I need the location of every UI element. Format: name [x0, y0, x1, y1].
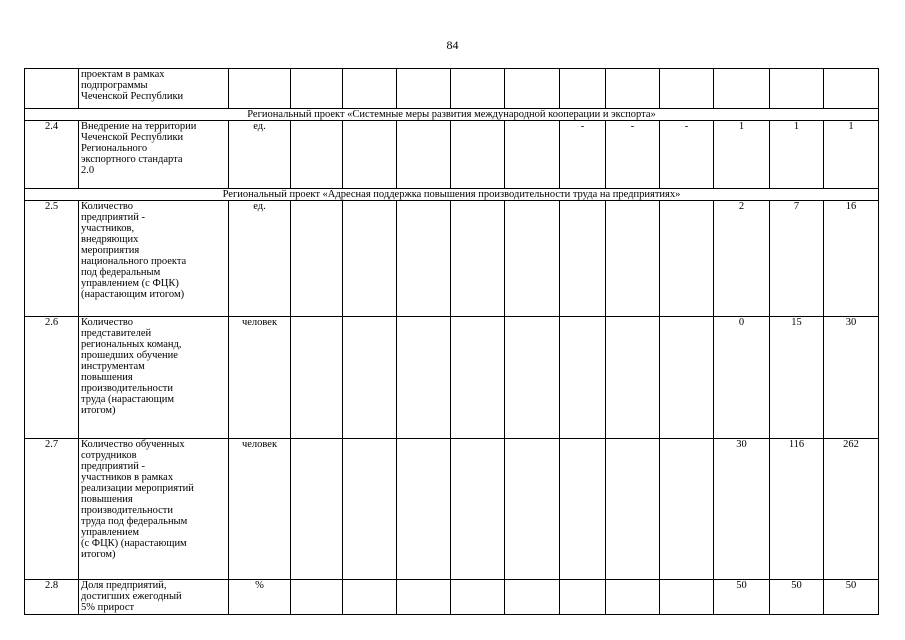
unit-cell: человек — [229, 317, 291, 439]
value-cell — [397, 121, 451, 189]
indicator-name-cell — [79, 69, 229, 109]
value-cell — [505, 69, 560, 109]
section-row — [25, 109, 879, 121]
indicator-name-line: сотрудников — [81, 450, 137, 461]
indicator-name-line: производительности — [81, 383, 173, 394]
value-cell: 262 — [824, 439, 879, 580]
indicator-name-line: 5% прирост — [81, 602, 135, 613]
value-cell — [560, 69, 606, 109]
value-cell: - — [560, 121, 606, 189]
indicator-name-line: реализации мероприятий — [81, 483, 194, 494]
value-cell — [505, 201, 560, 317]
indicator-name-cell — [79, 121, 229, 189]
value-cell — [606, 69, 660, 109]
indicator-name-line: предприятий - — [81, 461, 145, 472]
indicator-name-line: производительности — [81, 505, 173, 516]
value-cell — [291, 69, 343, 109]
section-title: Региональный проект «Адресная поддержка повышения производительности труда на предприятиях» — [25, 189, 879, 201]
indicator-name-line: итогом) — [81, 405, 116, 416]
value-cell — [291, 439, 343, 580]
row-number-cell: 2.5 — [25, 201, 79, 317]
indicator-name-line: Чеченской Республики — [81, 132, 184, 143]
value-cell: 2 — [714, 201, 770, 317]
row-number-cell: 2.7 — [25, 439, 79, 580]
value-cell — [397, 69, 451, 109]
value-cell: 1 — [770, 121, 824, 189]
indicator-name-line: инструментам — [81, 361, 145, 372]
value-cell — [606, 317, 660, 439]
indicator-name-line: (с ФЦК) (нарастающим — [81, 538, 187, 549]
indicator-name-line: мероприятия — [81, 245, 140, 256]
unit-cell: ед. — [229, 121, 291, 189]
value-cell — [451, 121, 505, 189]
value-cell — [660, 580, 714, 615]
value-cell — [291, 121, 343, 189]
indicator-name-line: труда (нарастающим — [81, 394, 174, 405]
indicator-name-line: участников, — [81, 223, 135, 234]
indicator-name-cell — [79, 201, 229, 317]
value-cell — [451, 201, 505, 317]
table-row — [25, 121, 879, 189]
section-row — [25, 189, 879, 201]
indicator-name-line: (нарастающим итогом) — [81, 289, 185, 300]
indicator-name-line: экспортного стандарта — [81, 154, 183, 165]
value-cell: 16 — [824, 201, 879, 317]
value-cell — [714, 69, 770, 109]
value-cell — [560, 201, 606, 317]
value-cell: 15 — [770, 317, 824, 439]
value-cell — [606, 201, 660, 317]
value-cell — [505, 439, 560, 580]
indicator-name-line: Доля предприятий, — [81, 580, 167, 591]
indicator-name-cell — [79, 439, 229, 580]
value-cell — [343, 201, 397, 317]
value-cell: 50 — [770, 580, 824, 615]
value-cell — [343, 580, 397, 615]
value-cell: 1 — [714, 121, 770, 189]
row-number-cell: 2.4 — [25, 121, 79, 189]
indicator-name-line: Количество обученных — [81, 439, 185, 450]
indicator-name-line: итогом) — [81, 549, 116, 560]
value-cell: 7 — [770, 201, 824, 317]
unit-cell: % — [229, 580, 291, 615]
indicator-name-line: управлением — [81, 527, 140, 538]
value-cell — [229, 69, 291, 109]
value-cell — [824, 69, 879, 109]
value-cell — [343, 317, 397, 439]
value-cell — [397, 580, 451, 615]
indicator-name-cell — [79, 317, 229, 439]
value-cell — [343, 439, 397, 580]
value-cell: 50 — [824, 580, 879, 615]
indicator-name-line: Регионального — [81, 143, 148, 154]
value-cell: 30 — [824, 317, 879, 439]
value-cell — [343, 69, 397, 109]
value-cell — [343, 121, 397, 189]
value-cell: 1 — [824, 121, 879, 189]
indicator-name-line: достигших ежегодный — [81, 591, 182, 602]
value-cell — [397, 201, 451, 317]
value-cell: 116 — [770, 439, 824, 580]
value-cell — [660, 201, 714, 317]
value-cell — [560, 439, 606, 580]
value-cell: 0 — [714, 317, 770, 439]
indicator-name-line: под федеральным — [81, 267, 161, 278]
indicator-name-line: национального проекта — [81, 256, 187, 267]
value-cell — [606, 580, 660, 615]
value-cell — [397, 439, 451, 580]
table-row — [25, 580, 879, 615]
value-cell — [560, 580, 606, 615]
indicator-name-line: труда под федеральным — [81, 516, 188, 527]
value-cell — [291, 317, 343, 439]
table-body — [25, 69, 879, 615]
indicator-name-line: Чеченской Республики — [81, 91, 184, 102]
value-cell: - — [606, 121, 660, 189]
indicator-name-cell — [79, 580, 229, 615]
value-cell: - — [660, 121, 714, 189]
value-cell — [660, 317, 714, 439]
value-cell — [660, 69, 714, 109]
indicator-name-line: представителей — [81, 328, 152, 339]
indicators-table — [24, 68, 879, 615]
table-row — [25, 201, 879, 317]
indicator-name-line: участников в рамках — [81, 472, 174, 483]
indicator-name-line: предприятий - — [81, 212, 145, 223]
indicator-name-line: региональных команд, — [81, 339, 182, 350]
unit-cell: человек — [229, 439, 291, 580]
value-cell — [451, 317, 505, 439]
indicator-name-line: прошедших обучение — [81, 350, 178, 361]
value-cell: 50 — [714, 580, 770, 615]
indicator-name-line: проектам в рамках — [81, 69, 165, 80]
value-cell — [770, 69, 824, 109]
indicator-name-line: подпрограммы — [81, 80, 148, 91]
table-row — [25, 317, 879, 439]
indicator-name-line: Количество — [81, 317, 134, 328]
value-cell — [560, 317, 606, 439]
indicator-name-line: Внедрение на территории — [81, 121, 197, 132]
value-cell — [505, 317, 560, 439]
value-cell — [451, 439, 505, 580]
table-row — [25, 439, 879, 580]
value-cell — [451, 69, 505, 109]
table-row — [25, 69, 879, 109]
indicator-name-line: повышения — [81, 494, 133, 505]
row-number-cell — [25, 69, 79, 109]
indicator-name-line: 2.0 — [81, 165, 95, 176]
indicator-name-line: Количество — [81, 201, 134, 212]
value-cell — [505, 580, 560, 615]
indicator-name-line: внедряющих — [81, 234, 139, 245]
unit-cell: ед. — [229, 201, 291, 317]
row-number-cell: 2.8 — [25, 580, 79, 615]
indicator-name-line: управлением (с ФЦК) — [81, 278, 179, 289]
value-cell — [291, 580, 343, 615]
row-number-cell: 2.6 — [25, 317, 79, 439]
indicator-name-line: повышения — [81, 372, 133, 383]
value-cell — [505, 121, 560, 189]
page-number: 84 — [446, 38, 459, 52]
value-cell — [660, 439, 714, 580]
value-cell: 30 — [714, 439, 770, 580]
value-cell — [606, 439, 660, 580]
value-cell — [397, 317, 451, 439]
value-cell — [291, 201, 343, 317]
value-cell — [451, 580, 505, 615]
section-title: Региональный проект «Системные меры развития международной кооперации и экспорта» — [25, 109, 879, 121]
